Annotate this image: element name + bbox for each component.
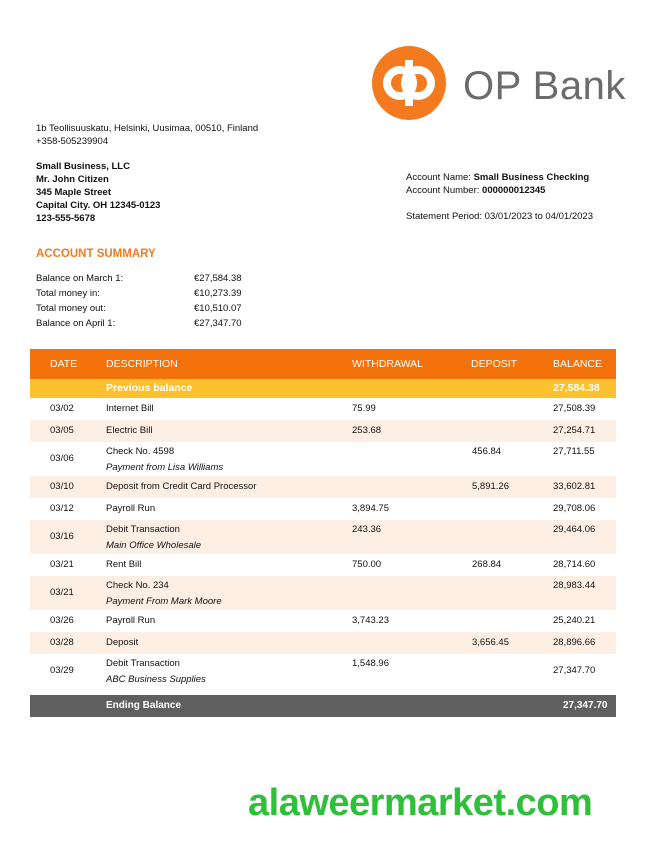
table-row — [30, 632, 616, 654]
summary-row — [36, 273, 256, 288]
account-name: Small Business Checking — [473, 172, 590, 183]
row-date: 03/16 — [50, 531, 74, 542]
customer-phone: 123-555-5678 — [36, 213, 96, 224]
row-description-detail: Payment From Mark Moore — [106, 596, 222, 607]
row-date: 03/21 — [50, 559, 74, 570]
row-deposit: 268.84 — [472, 559, 502, 570]
header-description: DESCRIPTION — [106, 358, 178, 370]
table-row — [30, 398, 616, 420]
row-description: Internet Bill — [106, 403, 154, 414]
account-number-label: Account Number: — [406, 185, 480, 196]
table-row — [30, 476, 616, 498]
row-date: 03/02 — [50, 403, 74, 414]
row-balance: 28,896.66 — [553, 637, 596, 648]
row-withdrawal: 3,894.75 — [352, 503, 389, 514]
table-row — [30, 442, 616, 476]
table-row — [30, 520, 616, 554]
statement-period: Statement Period: 03/01/2023 to 04/01/2023 — [406, 211, 593, 222]
summary-row — [36, 303, 256, 318]
customer-city: Capital City. OH 12345-0123 — [36, 200, 161, 211]
summary-value: €10,510.07 — [194, 303, 242, 314]
previous-balance-value: 27,584.38 — [553, 382, 600, 394]
row-balance: 27,711.55 — [553, 446, 595, 457]
row-withdrawal: 1,548.96 — [352, 658, 389, 669]
account-summary-title: ACCOUNT SUMMARY — [36, 248, 156, 260]
row-balance: 28,714.60 — [553, 559, 596, 570]
account-number: 000000012345 — [482, 185, 546, 196]
header-balance: BALANCE — [552, 358, 602, 370]
row-date: 03/05 — [50, 425, 74, 436]
previous-balance-label: Previous balance — [106, 382, 193, 394]
ending-balance-label: Ending Balance — [106, 700, 182, 711]
row-date: 03/12 — [50, 503, 74, 514]
ending-balance-row — [30, 695, 616, 717]
row-date: 03/10 — [50, 481, 74, 492]
row-balance: 25,240.21 — [553, 615, 596, 626]
account-name-label: Account Name: — [406, 172, 471, 183]
summary-label: Balance on March 1: — [36, 273, 124, 284]
account-info — [406, 171, 589, 197]
row-withdrawal: 243.36 — [352, 524, 382, 535]
row-description: Payroll Run — [106, 503, 156, 514]
previous-balance-row — [30, 379, 616, 398]
summary-value: €10,273.39 — [194, 288, 242, 299]
row-description: Electric Bill — [106, 425, 153, 436]
customer-address-block — [36, 160, 160, 225]
summary-label: Total money out: — [36, 303, 106, 314]
transactions-table — [30, 349, 616, 717]
row-description: Deposit — [106, 637, 139, 648]
customer-street: 345 Maple Street — [36, 187, 111, 198]
summary-value: €27,347.70 — [194, 318, 242, 329]
bank-address: 1b Teollisuuskatu, Helsinki, Uusimaa, 00510, Finland — [36, 123, 259, 134]
account-summary — [36, 273, 256, 333]
customer-contact: Mr. John Citizen — [36, 174, 109, 185]
row-description: Debit Transaction — [106, 658, 180, 669]
row-balance: 28,983.44 — [553, 580, 596, 591]
row-description-detail: ABC Business Supplies — [106, 674, 206, 685]
row-description: Deposit from Credit Card Processor — [106, 481, 257, 492]
table-row — [30, 420, 616, 442]
row-withdrawal: 253.68 — [352, 425, 382, 436]
row-withdrawal: 75.99 — [352, 403, 376, 414]
row-balance: 33,602.81 — [553, 481, 596, 492]
summary-row — [36, 288, 256, 303]
transaction-rows — [30, 398, 616, 688]
table-row — [30, 554, 616, 576]
row-balance: 27,254.71 — [553, 425, 596, 436]
table-row — [30, 654, 616, 688]
watermark: alaweermarket.com — [248, 782, 593, 824]
row-balance: 29,464.06 — [553, 524, 596, 535]
header-date: DATE — [50, 358, 78, 370]
row-balance: 27,347.70 — [553, 665, 596, 676]
table-row — [30, 498, 616, 520]
row-date: 03/21 — [50, 587, 74, 598]
table-row — [30, 576, 616, 610]
row-deposit: 456.84 — [472, 446, 502, 457]
row-deposit: 3,656.45 — [472, 637, 509, 648]
table-row — [30, 610, 616, 632]
row-date: 03/06 — [50, 453, 74, 464]
customer-company: Small Business, LLC — [36, 161, 130, 172]
bank-phone: +358-505239904 — [36, 136, 109, 147]
row-date: 03/26 — [50, 615, 74, 626]
summary-label: Total money in: — [36, 288, 100, 299]
row-withdrawal: 750.00 — [352, 559, 382, 570]
row-withdrawal: 3,743.23 — [352, 615, 389, 626]
header-deposit: DEPOSIT — [471, 358, 518, 370]
row-balance: 29,708.06 — [553, 503, 596, 514]
row-deposit: 5,891.26 — [472, 481, 509, 492]
row-description: Payroll Run — [106, 615, 156, 626]
row-description: Check No. 234 — [106, 580, 169, 591]
table-header — [30, 349, 616, 379]
op-bank-logo-icon — [372, 46, 446, 120]
summary-label: Balance on April 1: — [36, 318, 116, 329]
row-date: 03/28 — [50, 637, 74, 648]
row-balance: 27,508.39 — [553, 403, 596, 414]
bank-name: OP Bank — [463, 64, 626, 108]
row-description-detail: Main Office Wholesale — [106, 540, 202, 551]
ending-balance-value: 27,347.70 — [563, 700, 608, 711]
row-description: Rent Bill — [106, 559, 142, 570]
summary-value: €27,584.38 — [194, 273, 242, 284]
row-description: Check No. 4598 — [106, 446, 175, 457]
row-date: 03/29 — [50, 665, 74, 676]
row-description: Debit Transaction — [106, 524, 180, 535]
row-description-detail: Payment from Lisa Williams — [106, 462, 224, 473]
summary-row — [36, 318, 256, 333]
header-withdrawal: WITHDRAWAL — [352, 358, 423, 370]
